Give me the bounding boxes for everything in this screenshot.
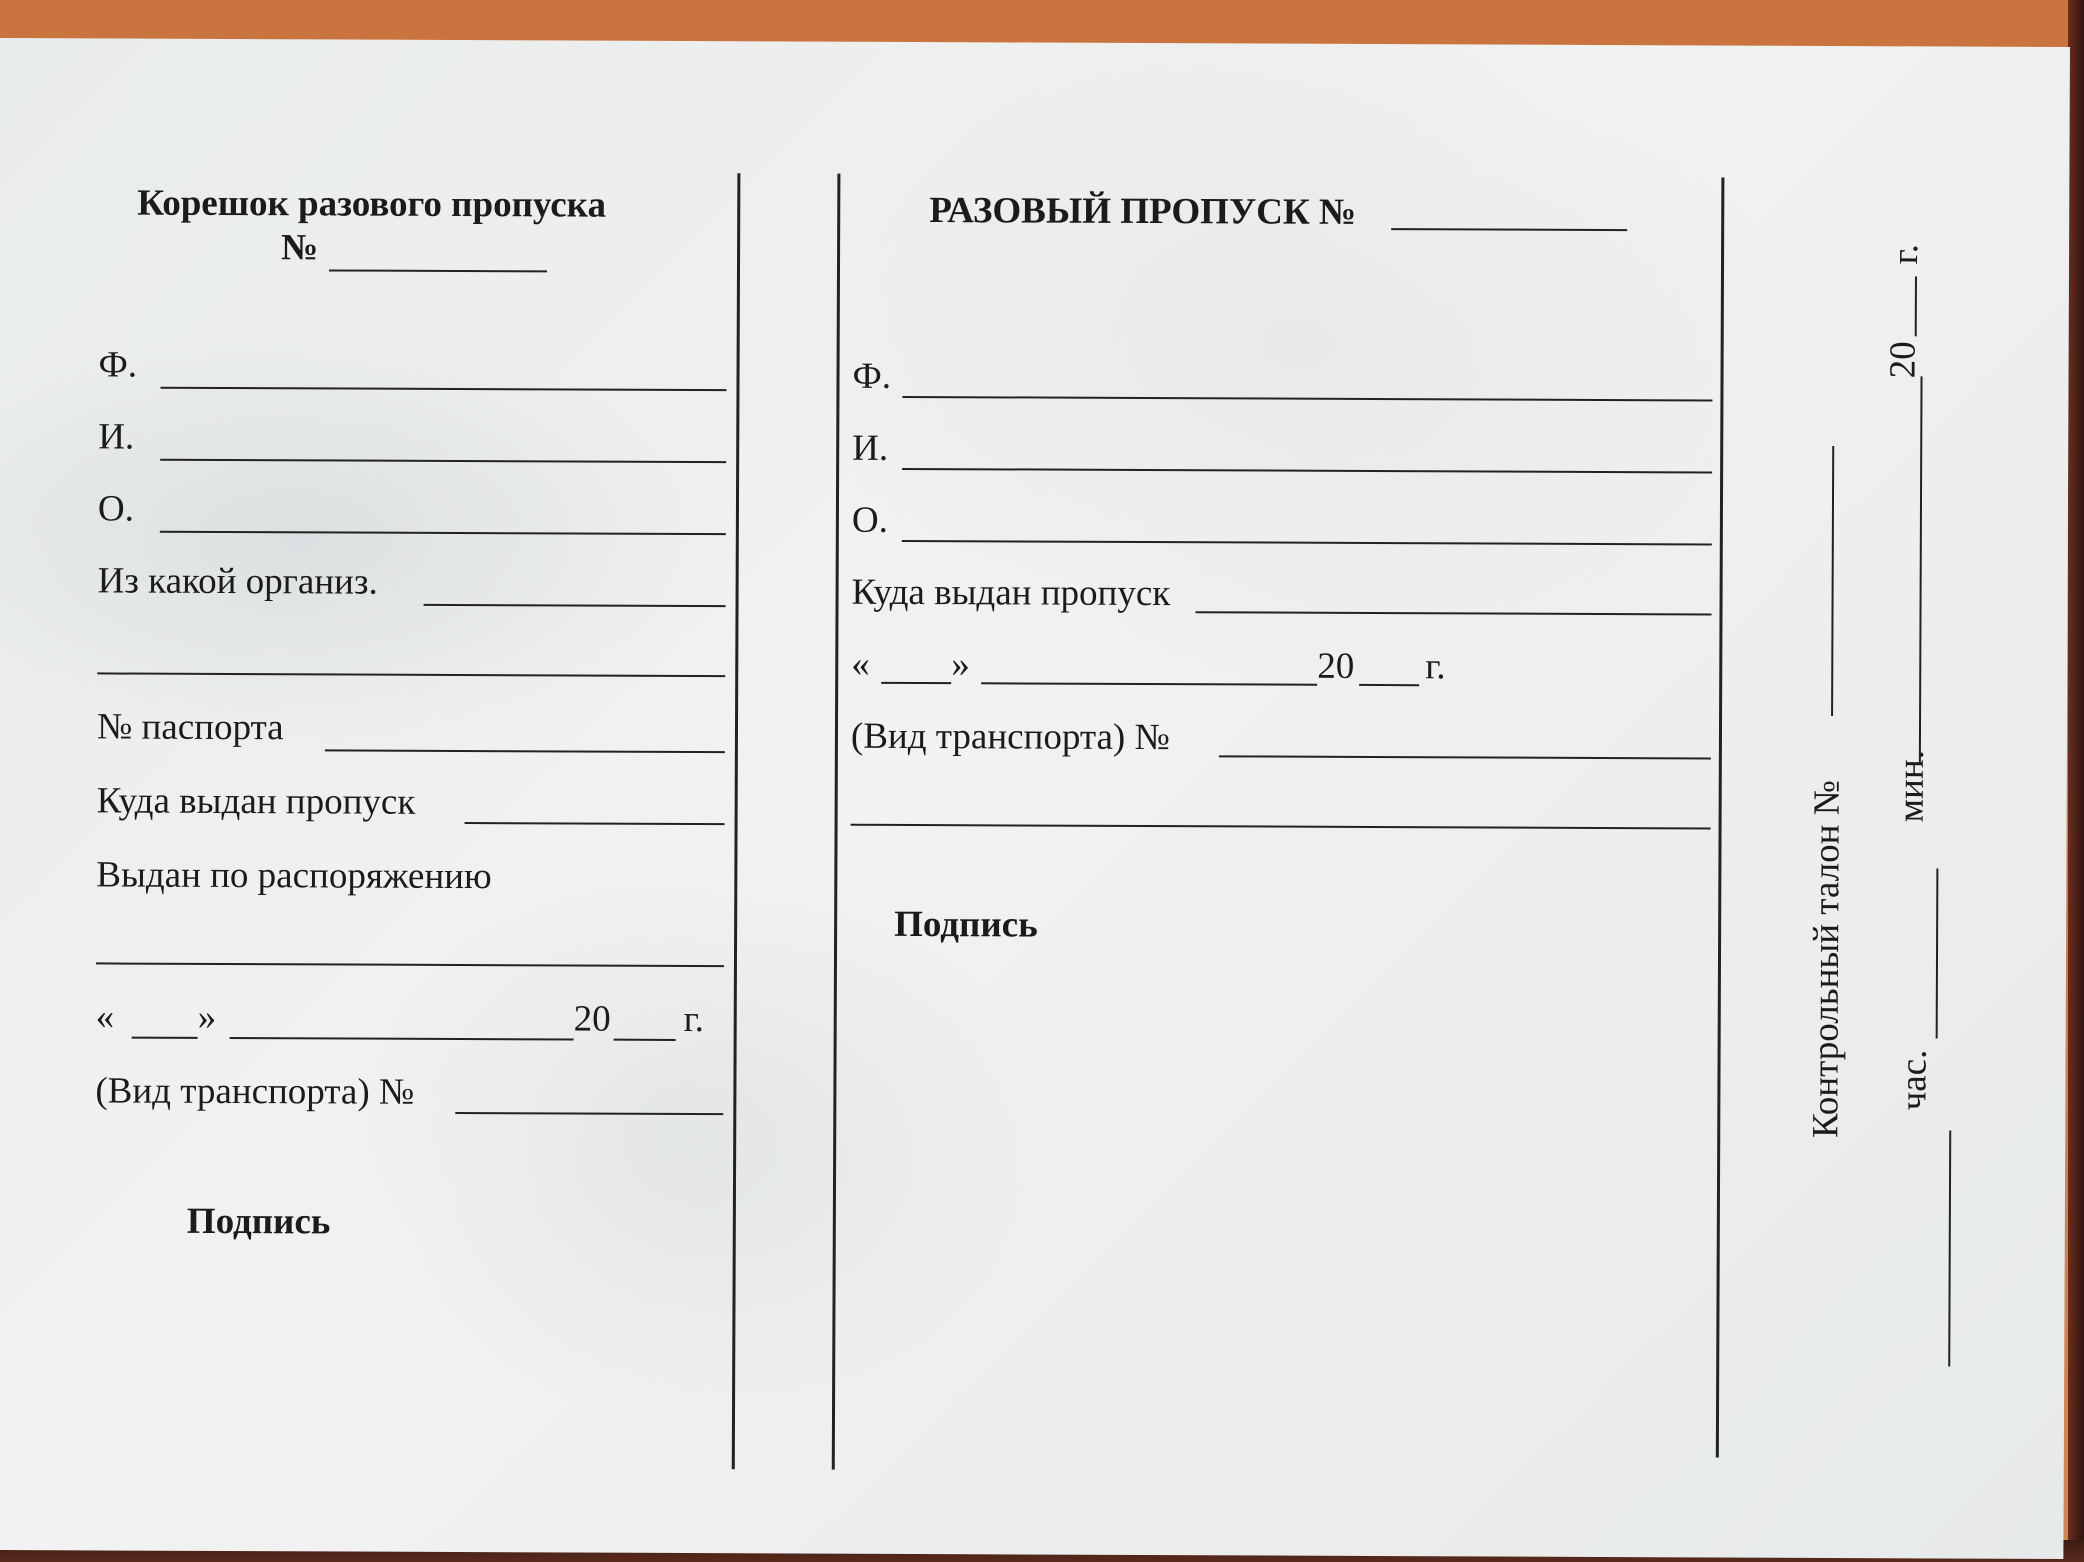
pass-transport-label: (Вид транспорта) №: [850, 715, 1170, 759]
control-min-label: мин.: [1890, 749, 1932, 823]
pass-where-field[interactable]: [1196, 611, 1712, 615]
pass-left-border: [832, 174, 841, 1470]
pass-where-label: Куда выдан пропуск: [851, 571, 1171, 615]
pass-right-divider: [1716, 178, 1725, 1458]
stub-year-suffix: г.: [683, 998, 705, 1041]
stub-transport-field[interactable]: [455, 1112, 723, 1115]
stub-o-field[interactable]: [160, 531, 726, 535]
pass-day-field[interactable]: [881, 682, 951, 684]
pass-transport-field[interactable]: [1219, 755, 1711, 759]
pass-year-suffix: г.: [1425, 646, 1446, 688]
pass-o-field[interactable]: [902, 540, 1712, 546]
pass-f-field[interactable]: [902, 396, 1712, 402]
pass-i-field[interactable]: [902, 468, 1712, 474]
control-year-field[interactable]: [1915, 276, 1917, 336]
stub-title: Корешок разового пропуска: [137, 182, 607, 226]
stub-day-field[interactable]: [132, 1037, 198, 1039]
pass-f-label: Ф.: [852, 355, 892, 397]
stub-year-field[interactable]: [614, 1039, 676, 1041]
pass-year-prefix: 20: [1317, 645, 1355, 687]
stub-order-field[interactable]: [96, 962, 724, 967]
stub-org-field[interactable]: [424, 604, 726, 607]
stub-f-field[interactable]: [160, 387, 726, 391]
pass-number-field[interactable]: [1391, 228, 1627, 231]
stub-divider-line: [732, 173, 741, 1469]
stub-passport-field[interactable]: [325, 749, 725, 753]
stub-number-field[interactable]: [329, 269, 547, 272]
stub-o-label: О.: [97, 488, 135, 530]
stub-where-field[interactable]: [465, 822, 725, 825]
control-year-suffix: г.: [1885, 243, 1927, 265]
pass-signature-label: Подпись: [894, 903, 1038, 946]
stub-i-label: И.: [98, 416, 135, 458]
control-hour-label: час.: [1893, 1049, 1935, 1111]
stub-transport-label: (Вид транспорта) №: [95, 1070, 415, 1113]
pass-title: РАЗОВЫЙ ПРОПУСК №: [929, 190, 1357, 233]
stub-i-field[interactable]: [160, 459, 726, 463]
control-hour-field[interactable]: [1948, 1131, 1951, 1367]
stub-order-label: Выдан по распоряжению: [96, 854, 492, 898]
control-year-prefix: 20: [1882, 341, 1924, 379]
stub-org-field-line2[interactable]: [97, 672, 725, 677]
stub-number-label: №: [280, 227, 319, 269]
control-talon-label: Контрольный талон №: [1805, 779, 1848, 1139]
control-min-field[interactable]: [1936, 868, 1939, 1038]
pass-o-label: О.: [851, 499, 888, 541]
pass-month-field[interactable]: [981, 682, 1317, 685]
control-talon-number-field[interactable]: [1831, 446, 1834, 716]
stub-date-close: »: [197, 996, 217, 1038]
pass-transport-field-line2[interactable]: [851, 824, 1711, 830]
stub-signature-label: Подпись: [186, 1200, 331, 1243]
control-day-field[interactable]: [1919, 376, 1923, 764]
stub-date-open: «: [95, 996, 115, 1038]
pass-date-close: »: [951, 644, 970, 686]
desk-edge-right: [2068, 0, 2084, 1562]
pass-i-label: И.: [852, 427, 889, 469]
pass-date-open: «: [851, 643, 870, 685]
pass-form-sheet: [0, 38, 2070, 1559]
pass-year-field[interactable]: [1359, 684, 1419, 686]
stub-passport-label: № паспорта: [96, 706, 284, 749]
stub-where-label: Куда выдан пропуск: [96, 780, 416, 823]
stub-year-prefix: 20: [573, 998, 611, 1040]
stub-org-label: Из какой организ.: [97, 560, 378, 603]
stub-month-field[interactable]: [230, 1037, 574, 1041]
stub-f-label: Ф.: [98, 344, 138, 386]
